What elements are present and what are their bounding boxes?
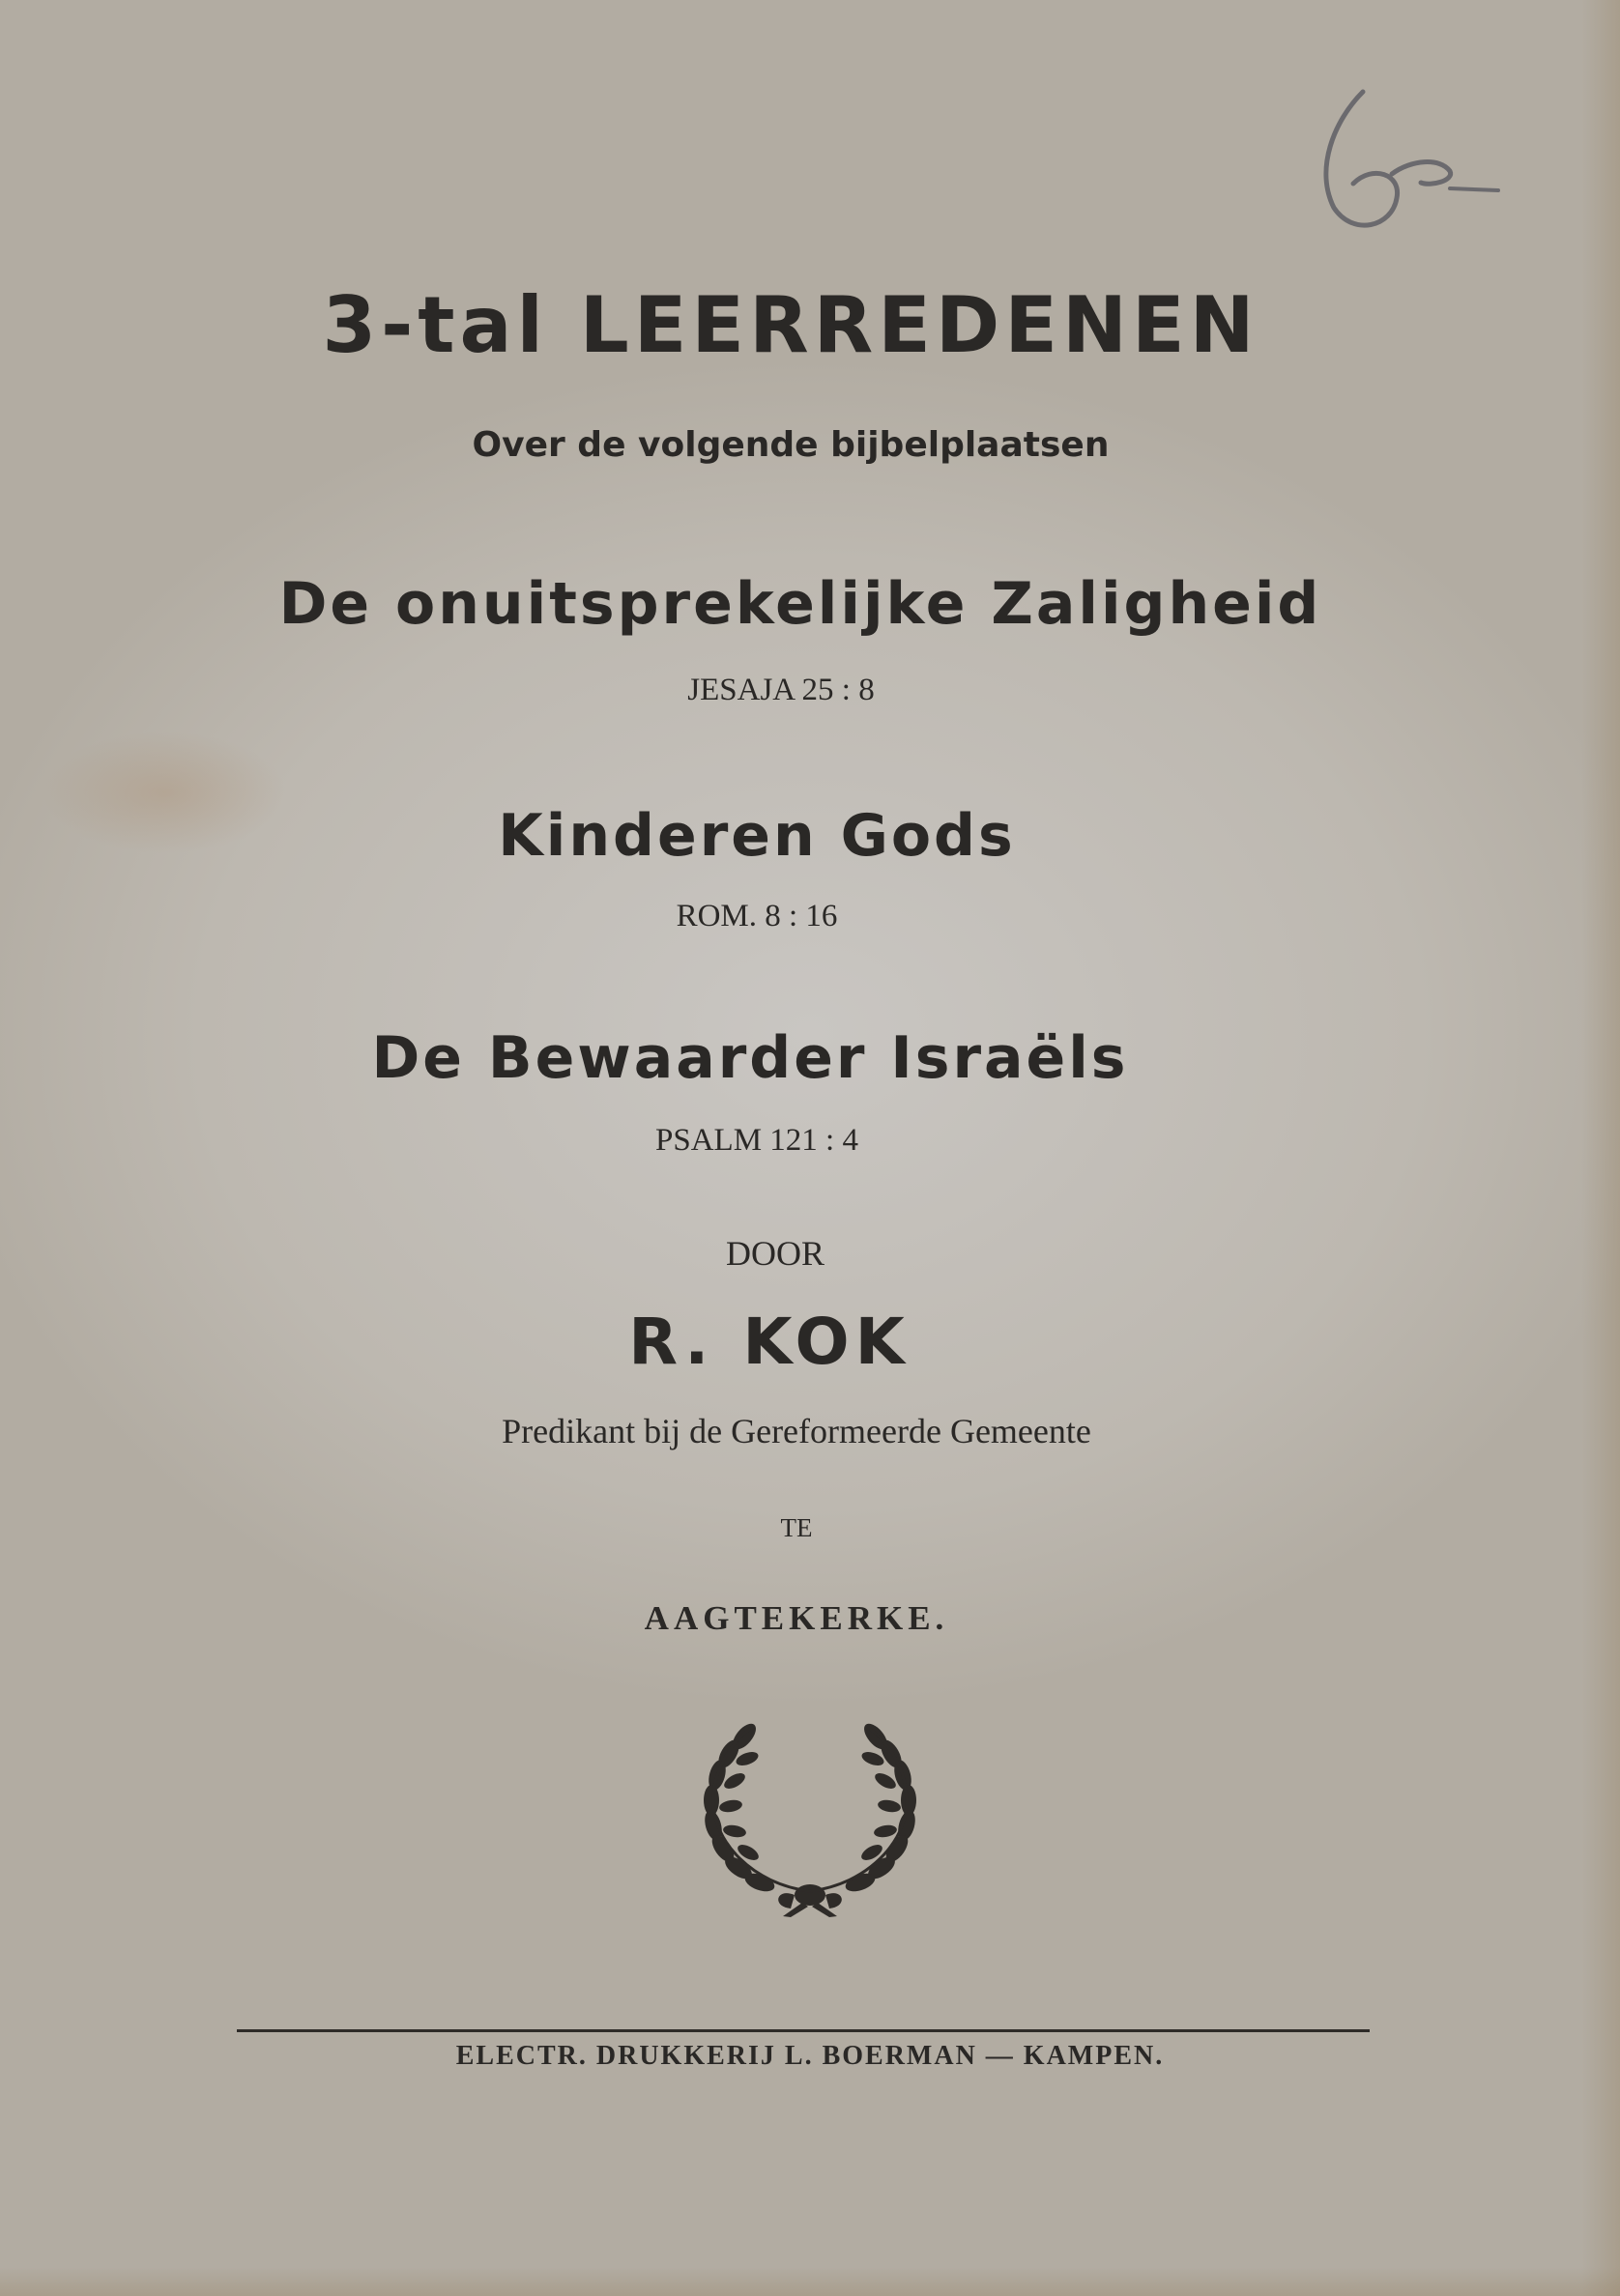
sermon-1-title: De onuitsprekelijke Zaligheid (278, 570, 1322, 638)
place-name: AAGTEKERKE. (644, 1599, 949, 1637)
sermon-2-reference: ROM. 8 : 16 (676, 899, 838, 933)
paper-edge-shadow-bottom (0, 2267, 1620, 2296)
cover-subtitle: Over de volgende bijbelplaatsen (472, 425, 1110, 465)
cover-title: 3-tal LEERREDENEN (322, 280, 1259, 370)
by-label: DOOR (725, 1234, 824, 1273)
te-label: TE (780, 1513, 813, 1542)
printer-imprint: ELECTR. DRUKKERIJ L. BOERMAN — KAMPEN. (455, 2041, 1165, 2071)
divider-rule (237, 2029, 1370, 2032)
author-name: R. KOK (628, 1305, 911, 1379)
sermon-2-title: Kinderen Gods (498, 802, 1016, 870)
sermon-3-title: De Bewaarder Israëls (371, 1024, 1129, 1092)
wreath-icon (694, 1715, 926, 1918)
sermon-3-reference: PSALM 121 : 4 (655, 1123, 858, 1158)
author-position: Predikant bij de Gereformeerde Gemeente (502, 1412, 1091, 1450)
handwritten-pencil-note (1305, 82, 1508, 246)
sermon-1-reference: JESAJA 25 : 8 (687, 673, 875, 707)
